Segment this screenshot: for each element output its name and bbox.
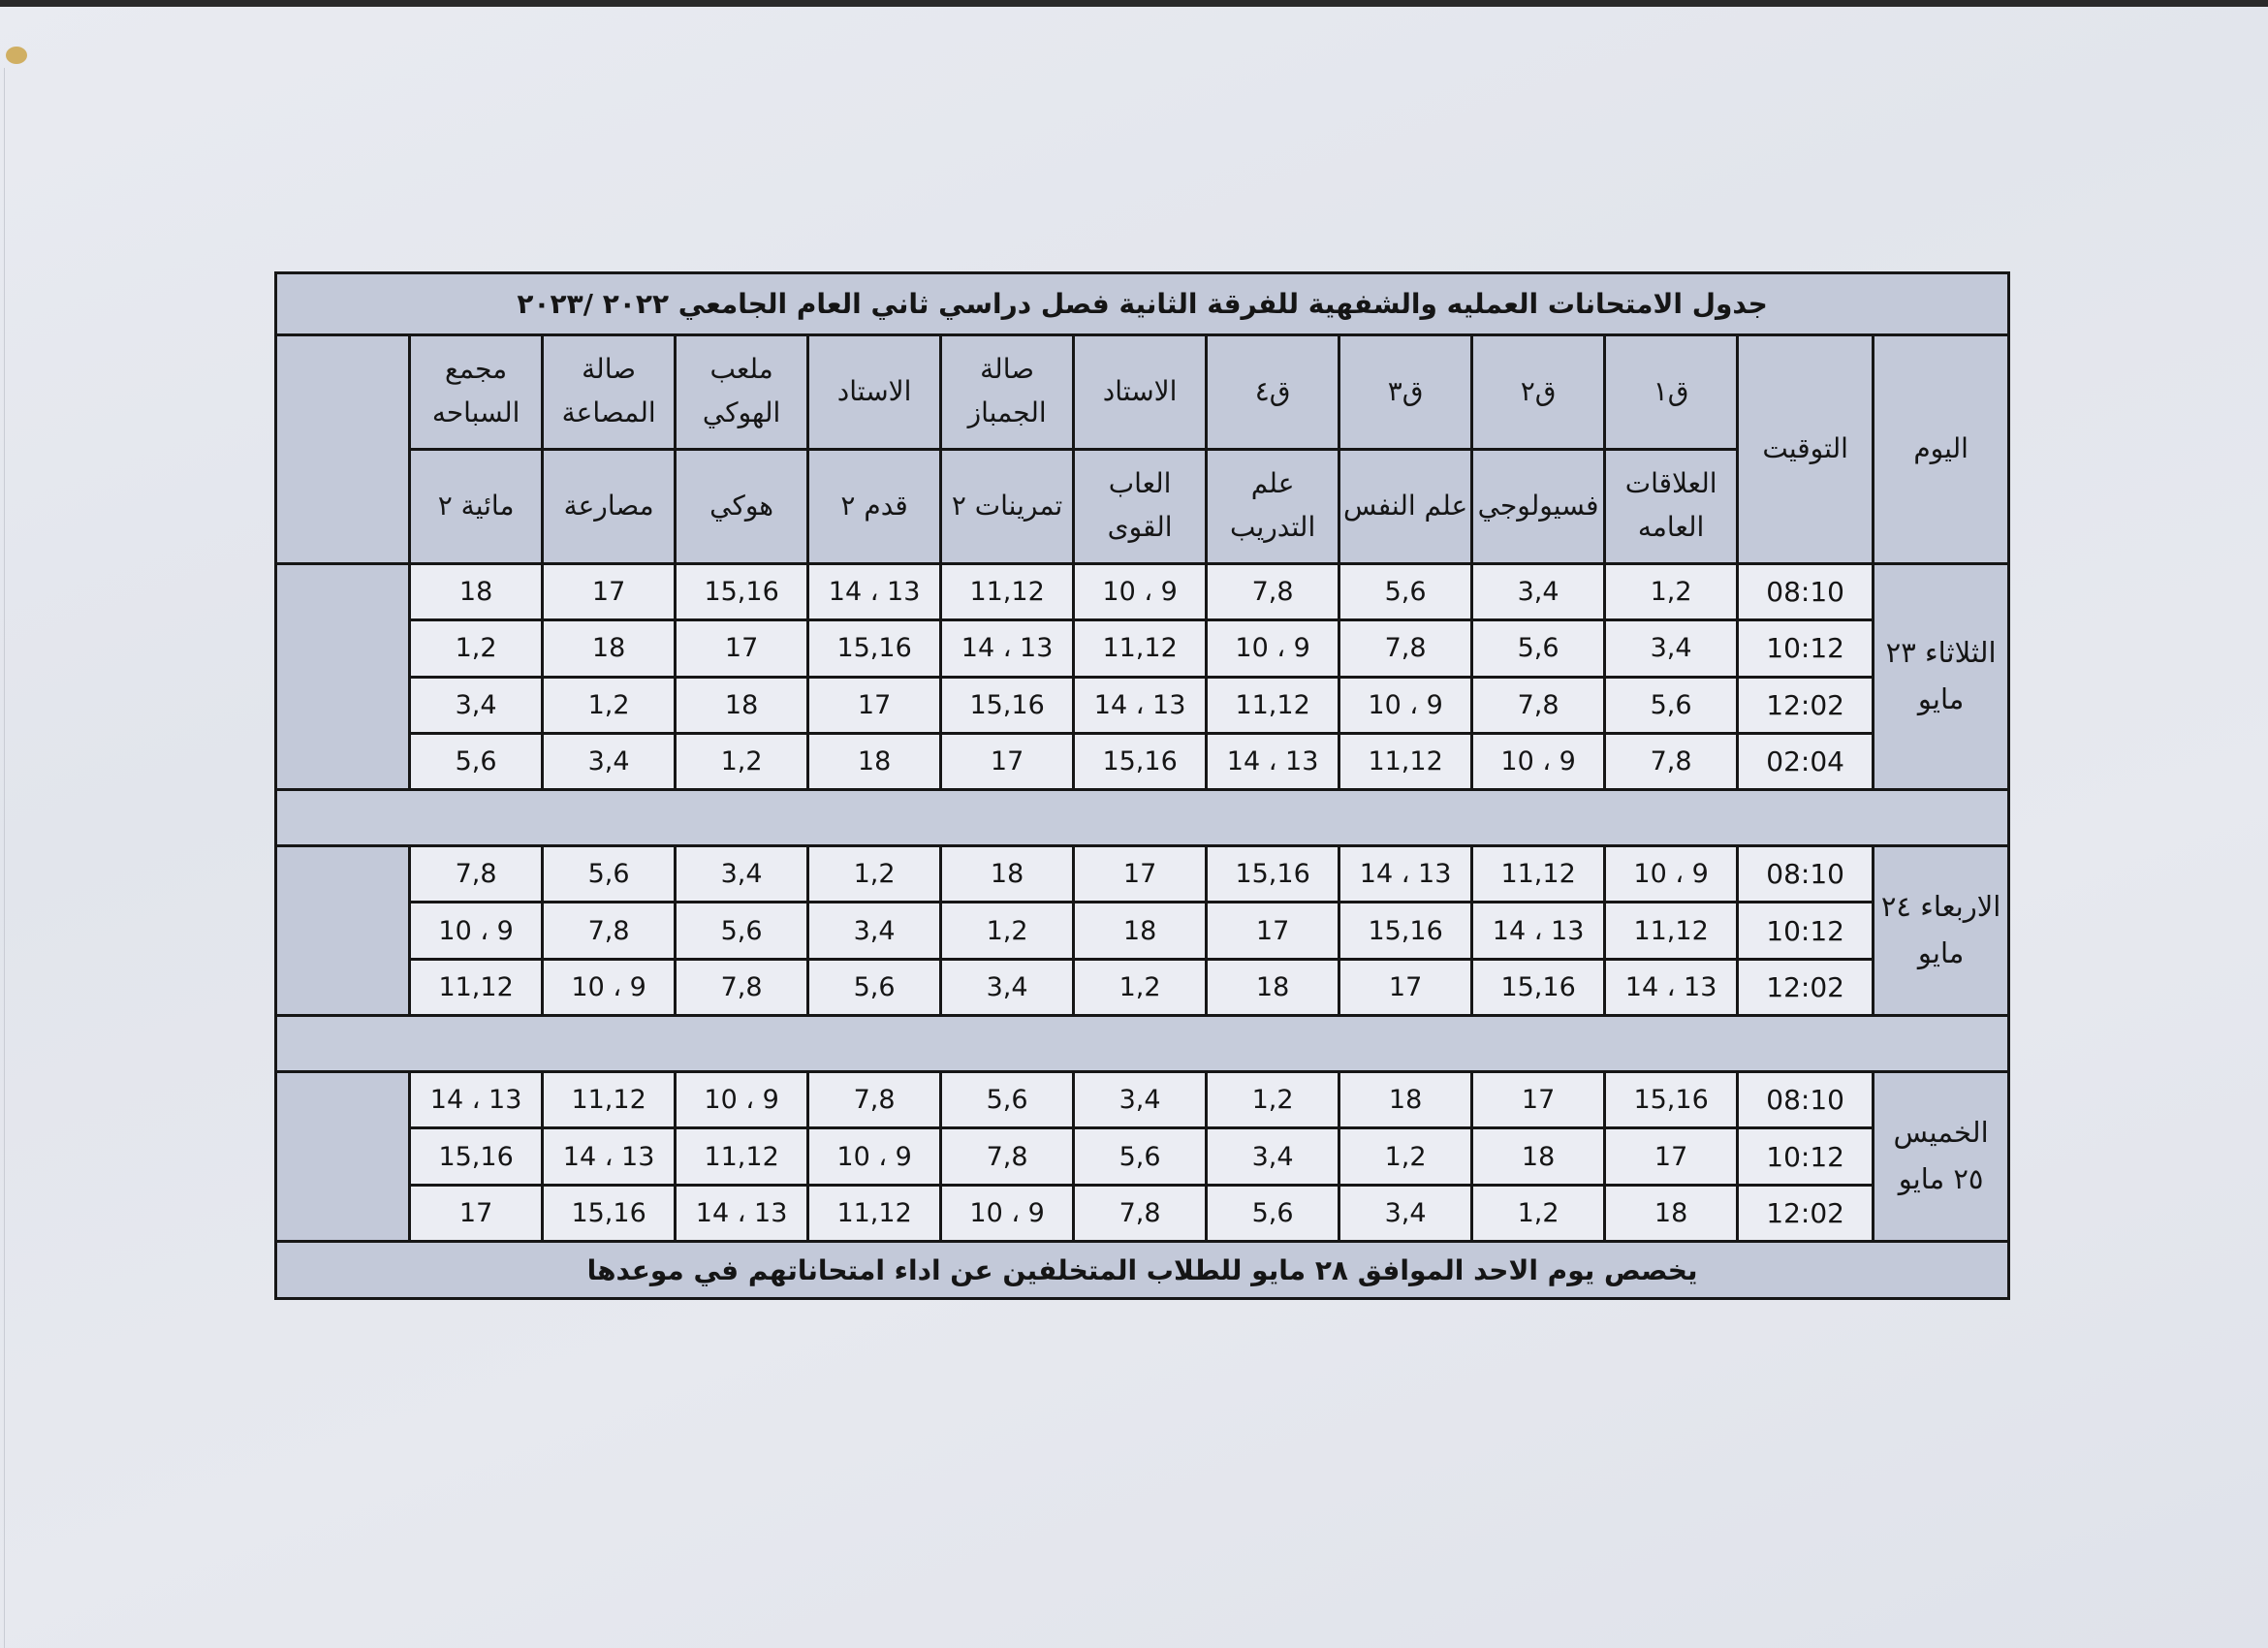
day-column-header: اليوم (1874, 334, 2009, 563)
group-numbers-cell: 15,16 (1339, 903, 1472, 959)
separator-cell (276, 790, 2009, 845)
group-numbers-cell: 9 ، 10 (808, 1128, 941, 1185)
time-column-header: التوقيت (1738, 334, 1874, 563)
subject-header-9: مصارعة (543, 449, 676, 563)
group-numbers-cell: 13 ، 14 (410, 1071, 543, 1127)
group-numbers-cell: 13 ، 14 (1605, 959, 1738, 1015)
group-numbers-cell: 9 ، 10 (676, 1071, 808, 1127)
group-numbers-cell: 17 (808, 677, 941, 733)
group-numbers-cell: 13 ، 14 (543, 1128, 676, 1185)
subject-header-7: قدم ٢ (808, 449, 941, 563)
scan-left-edge (4, 68, 5, 1648)
group-numbers-cell: 1,2 (1605, 563, 1738, 619)
group-numbers-cell: 3,4 (808, 903, 941, 959)
group-numbers-cell: 1,2 (808, 845, 941, 902)
group-header-row (276, 334, 2009, 449)
group-header-8: ملعب الهوكي (676, 334, 808, 449)
group-numbers-cell: 15,16 (410, 1128, 543, 1185)
table-row (276, 620, 2009, 677)
group-numbers-cell: 3,4 (676, 845, 808, 902)
group-numbers-cell: 9 ، 10 (1472, 733, 1605, 789)
group-numbers-cell: 11,12 (808, 1185, 941, 1241)
group-numbers-cell: 9 ، 10 (1339, 677, 1472, 733)
table-row (276, 1185, 2009, 1241)
group-numbers-cell: 18 (1339, 1071, 1472, 1127)
group-numbers-cell: 9 ، 10 (1605, 845, 1738, 902)
day-separator-row (276, 790, 2009, 845)
time-cell: 10:12 (1738, 903, 1874, 959)
group-numbers-cell: 1,2 (1472, 1185, 1605, 1241)
group-numbers-cell: 5,6 (676, 903, 808, 959)
group-numbers-cell: 11,12 (1472, 845, 1605, 902)
subject-header-8: هوكي (676, 449, 808, 563)
makeup-exam-note: يخصص يوم الاحد الموافق ٢٨ مايو للطلاب المتخلفين عن اداء امتحاناتهم في موعدها (276, 1242, 2009, 1299)
group-numbers-cell: 17 (1472, 1071, 1605, 1127)
group-numbers-cell: 3,4 (543, 733, 676, 789)
group-numbers-cell: 13 ، 14 (1074, 677, 1207, 733)
day-separator-row (276, 1016, 2009, 1071)
group-numbers-cell: 18 (676, 677, 808, 733)
group-numbers-cell: 17 (543, 563, 676, 619)
group-numbers-cell: 3,4 (1207, 1128, 1339, 1185)
group-numbers-cell: 3,4 (1605, 620, 1738, 677)
blank-side-cell (276, 1071, 410, 1241)
group-numbers-cell: 15,16 (543, 1185, 676, 1241)
group-numbers-cell: 9 ، 10 (1074, 563, 1207, 619)
subject-header-3: علم النفس (1339, 449, 1472, 563)
table-row (276, 733, 2009, 789)
group-numbers-cell: 11,12 (1074, 620, 1207, 677)
time-cell: 08:10 (1738, 1071, 1874, 1127)
group-numbers-cell: 18 (410, 563, 543, 619)
table-row (276, 1071, 2009, 1127)
group-numbers-cell: 17 (1207, 903, 1339, 959)
time-cell: 12:02 (1738, 1185, 1874, 1241)
group-numbers-cell: 9 ، 10 (1207, 620, 1339, 677)
group-header-5: الاستاد (1074, 334, 1207, 449)
scan-top-edge (0, 0, 2268, 7)
group-numbers-cell: 1,2 (410, 620, 543, 677)
subject-header-2: فسيولوجي (1472, 449, 1605, 563)
group-numbers-cell: 15,16 (1074, 733, 1207, 789)
day-label: الخميس ٢٥ مايو (1874, 1071, 2009, 1241)
subject-header-10: مائية ٢ (410, 449, 543, 563)
group-numbers-cell: 17 (1605, 1128, 1738, 1185)
group-numbers-cell: 17 (1074, 845, 1207, 902)
subject-header-4: علم التدريب (1207, 449, 1339, 563)
group-numbers-cell: 17 (410, 1185, 543, 1241)
group-numbers-cell: 13 ، 14 (941, 620, 1074, 677)
group-numbers-cell: 5,6 (1605, 677, 1738, 733)
time-cell: 08:10 (1738, 563, 1874, 619)
group-numbers-cell: 15,16 (1472, 959, 1605, 1015)
group-numbers-cell: 11,12 (543, 1071, 676, 1127)
group-numbers-cell: 1,2 (676, 733, 808, 789)
group-header-9: صالة المصاعة (543, 334, 676, 449)
title-row (276, 273, 2009, 335)
group-numbers-cell: 5,6 (1074, 1128, 1207, 1185)
table-row (276, 677, 2009, 733)
group-numbers-cell: 11,12 (1207, 677, 1339, 733)
separator-cell (276, 1016, 2009, 1071)
group-numbers-cell: 17 (941, 733, 1074, 789)
time-cell: 12:02 (1738, 959, 1874, 1015)
subject-header-6: تمرينات ٢ (941, 449, 1074, 563)
group-numbers-cell: 7,8 (941, 1128, 1074, 1185)
note-row (276, 1242, 2009, 1299)
group-numbers-cell: 18 (808, 733, 941, 789)
stain-mark (6, 47, 27, 64)
group-numbers-cell: 11,12 (941, 563, 1074, 619)
schedule-body (276, 273, 2009, 1299)
group-numbers-cell: 15,16 (1207, 845, 1339, 902)
group-numbers-cell: 9 ، 10 (543, 959, 676, 1015)
subject-header-1: العلاقات العامه (1605, 449, 1738, 563)
group-numbers-cell: 7,8 (1472, 677, 1605, 733)
group-numbers-cell: 5,6 (1207, 1185, 1339, 1241)
group-numbers-cell: 18 (941, 845, 1074, 902)
group-numbers-cell: 13 ، 14 (1339, 845, 1472, 902)
group-numbers-cell: 5,6 (410, 733, 543, 789)
group-numbers-cell: 17 (1339, 959, 1472, 1015)
exam-schedule-table (274, 271, 2010, 1300)
time-cell: 10:12 (1738, 620, 1874, 677)
day-label: الاربعاء ٢٤ مايو (1874, 845, 2009, 1015)
schedule-title: جدول الامتحانات العمليه والشفهية للفرقة الثانية فصل دراسي ثاني العام الجامعي ٢٠٢٢ /٢٠٢٣ (276, 273, 2009, 335)
group-numbers-cell: 7,8 (410, 845, 543, 902)
group-numbers-cell: 18 (1605, 1185, 1738, 1241)
time-cell: 10:12 (1738, 1128, 1874, 1185)
blank-side-cell (276, 563, 410, 790)
group-numbers-cell: 1,2 (1207, 1071, 1339, 1127)
group-numbers-cell: 15,16 (676, 563, 808, 619)
group-numbers-cell: 11,12 (1605, 903, 1738, 959)
group-numbers-cell: 5,6 (808, 959, 941, 1015)
group-numbers-cell: 9 ، 10 (410, 903, 543, 959)
group-numbers-cell: 18 (1207, 959, 1339, 1015)
group-numbers-cell: 3,4 (1472, 563, 1605, 619)
group-numbers-cell: 5,6 (1339, 563, 1472, 619)
group-numbers-cell: 3,4 (941, 959, 1074, 1015)
group-numbers-cell: 7,8 (543, 903, 676, 959)
group-numbers-cell: 1,2 (941, 903, 1074, 959)
group-numbers-cell: 13 ، 14 (1207, 733, 1339, 789)
group-numbers-cell: 18 (543, 620, 676, 677)
group-numbers-cell: 5,6 (1472, 620, 1605, 677)
group-numbers-cell: 5,6 (941, 1071, 1074, 1127)
group-numbers-cell: 15,16 (1605, 1071, 1738, 1127)
table-row (276, 563, 2009, 619)
group-numbers-cell: 1,2 (543, 677, 676, 733)
group-numbers-cell: 5,6 (543, 845, 676, 902)
time-cell: 12:02 (1738, 677, 1874, 733)
group-numbers-cell: 17 (676, 620, 808, 677)
group-numbers-cell: 18 (1074, 903, 1207, 959)
group-numbers-cell: 3,4 (1074, 1071, 1207, 1127)
group-numbers-cell: 7,8 (1605, 733, 1738, 789)
table-row (276, 959, 2009, 1015)
group-numbers-cell: 13 ، 14 (1472, 903, 1605, 959)
group-header-10: مجمع السباحه (410, 334, 543, 449)
table-row (276, 1128, 2009, 1185)
group-numbers-cell: 18 (1472, 1128, 1605, 1185)
group-numbers-cell: 13 ، 14 (808, 563, 941, 619)
group-numbers-cell: 15,16 (941, 677, 1074, 733)
blank-side-cell (276, 845, 410, 1015)
table-row (276, 845, 2009, 902)
group-numbers-cell: 1,2 (1339, 1128, 1472, 1185)
group-numbers-cell: 7,8 (1074, 1185, 1207, 1241)
group-header-7: الاستاد (808, 334, 941, 449)
group-numbers-cell: 1,2 (1074, 959, 1207, 1015)
group-header-1: ق١ (1605, 334, 1738, 449)
group-header-6: صالة الجمباز (941, 334, 1074, 449)
group-header-3: ق٣ (1339, 334, 1472, 449)
group-numbers-cell: 11,12 (410, 959, 543, 1015)
group-numbers-cell: 13 ، 14 (676, 1185, 808, 1241)
group-numbers-cell: 7,8 (676, 959, 808, 1015)
group-header-4: ق٤ (1207, 334, 1339, 449)
group-numbers-cell: 7,8 (808, 1071, 941, 1127)
group-header-2: ق٢ (1472, 334, 1605, 449)
day-label: الثلاثاء ٢٣ مايو (1874, 563, 2009, 790)
table-row (276, 903, 2009, 959)
group-numbers-cell: 11,12 (1339, 733, 1472, 789)
group-numbers-cell: 3,4 (410, 677, 543, 733)
subject-header-5: العاب القوى (1074, 449, 1207, 563)
blank-header-cell (276, 334, 410, 563)
time-cell: 02:04 (1738, 733, 1874, 789)
group-numbers-cell: 9 ، 10 (941, 1185, 1074, 1241)
time-cell: 08:10 (1738, 845, 1874, 902)
group-numbers-cell: 15,16 (808, 620, 941, 677)
group-numbers-cell: 7,8 (1339, 620, 1472, 677)
group-numbers-cell: 11,12 (676, 1128, 808, 1185)
group-numbers-cell: 7,8 (1207, 563, 1339, 619)
group-numbers-cell: 3,4 (1339, 1185, 1472, 1241)
